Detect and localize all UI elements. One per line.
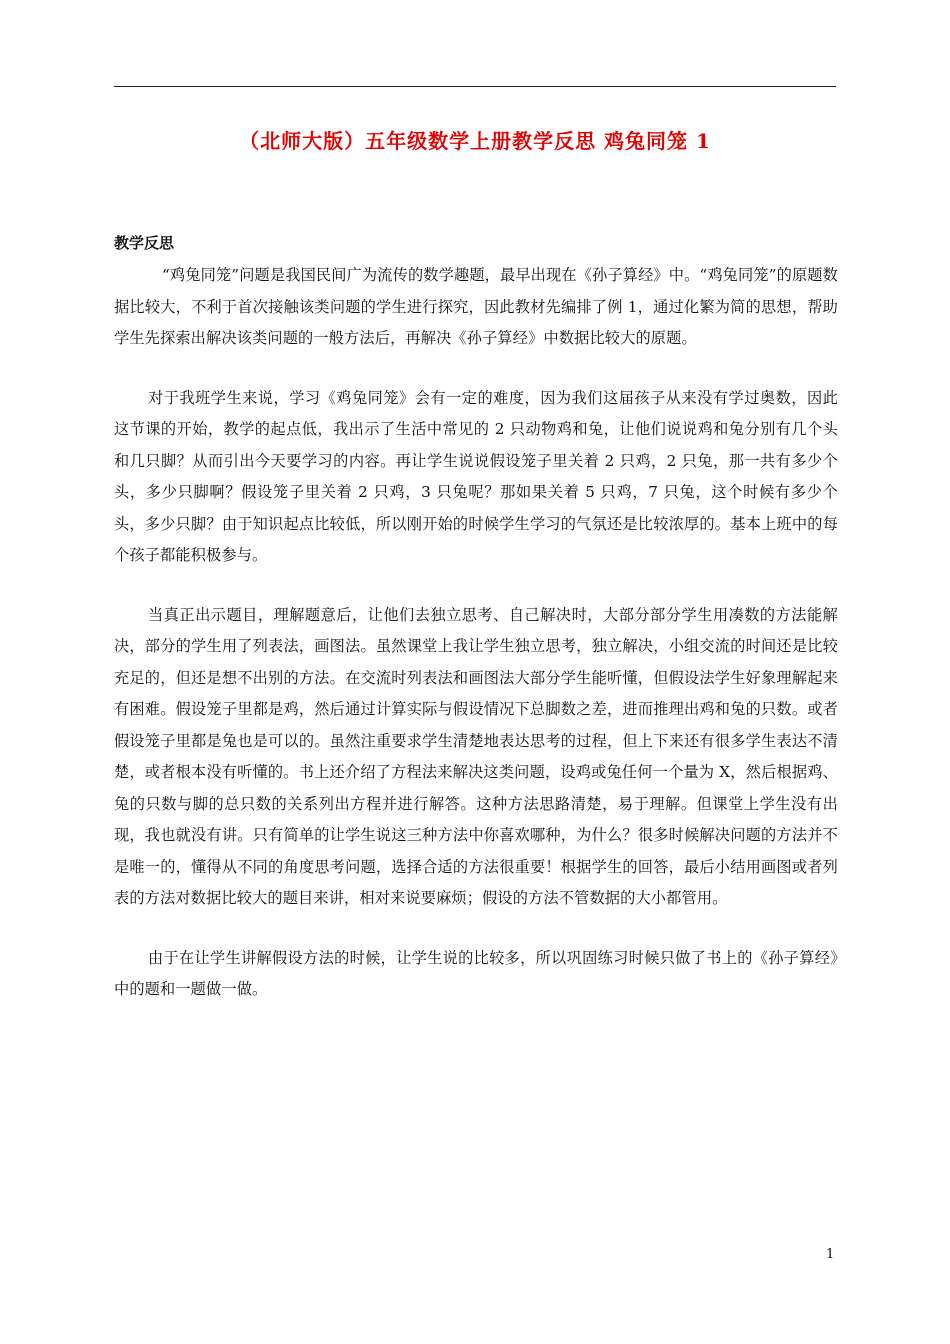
section-heading: 教学反思 xyxy=(114,234,175,252)
paragraph-lesson-start: 对于我班学生来说，学习《鸡兔同笼》会有一定的难度，因为我们这届孩子从来没有学过奥数，因此这节课的开始，教学的起点低，我出示了生活中常见的 2 只动物鸡和兔，让他们说说鸡和兔分别有几个头和几只脚？从而引出今天要学习的内容。再让学生说说假设笼子里关着 2 只鸡，2 只兔，那一共有多少个头，多少只脚啊？假设笼子里关着 2 只鸡，3 只兔呢？那如果关着 5 只鸡，7 只兔，这个时候有多少个头，多少只脚？由于知识起点比较低，所以刚开始的时候学生学习的气氛还是比较浓厚的。基本上班中的每个孩子都能积极参与。 xyxy=(114,388,838,564)
paragraph-methods: 当真正出示题目，理解题意后，让他们去独立思考、自己解决时，大部分部分学生用凑数的方法能解决，部分的学生用了列表法，画图法。虽然课堂上我让学生独立思考，独立解决，小组交流的时间还是比较充足的，但还是想不出别的方法。在交流时列表法和画图法大部分学生能听懂，但假设法学生好象理解起来有困难。假设笼子里都是鸡，然后通过计算实际与假设情况下总脚数之差，进而推理出鸡和兔的只数。或者假设笼子里都是兔也是可以的。虽然注重要求学生清楚地表达思考的过程，但上下来还有很多学生表达不清楚，或者根本没有听懂的。书上还介绍了方程法来解决这类问题，设鸡或兔任何一个量为 X，然后根据鸡、兔的只数与脚的总只数的关系列出方程并进行解答。这种方法思路清楚，易于理解。但课堂上学生没有出现，我也就没有讲。只有简单的让学生说这三种方法中你喜欢哪种，为什么？很多时候解决问题的方法并不是唯一的，懂得从不同的角度思考问题，选择合适的方法很重要！根据学生的回答，最后小结用画图或者列表的方法对数据比较大的题目来讲，相对来说要麻烦；假设的方法不管数据的大小都管用。 xyxy=(114,605,838,907)
header-rule xyxy=(114,86,836,87)
paragraph-intro: “鸡兔同笼”问题是我国民间广为流传的数学趣题，最早出现在《孙子算经》中。“鸡兔同笼”的原题数据比较大，不利于首次接触该类问题的学生进行探究，因此教材先编排了例 1，通过化繁为简的思想，帮助学生先探索出解决该类问题的一般方法后，再解决《孙子算经》中数据比较大的原题。 xyxy=(114,266,838,347)
paragraph-practice: 由于在让学生讲解假设方法的时候，让学生说的比较多，所以巩固练习时候只做了书上的《孙子算经》中的题和一题做一做。 xyxy=(114,948,838,998)
document-body xyxy=(114,260,838,1034)
page-number: 1 xyxy=(826,1247,835,1262)
document-title: （北师大版）五年级数学上册教学反思 鸡兔同笼 1 xyxy=(239,129,711,153)
